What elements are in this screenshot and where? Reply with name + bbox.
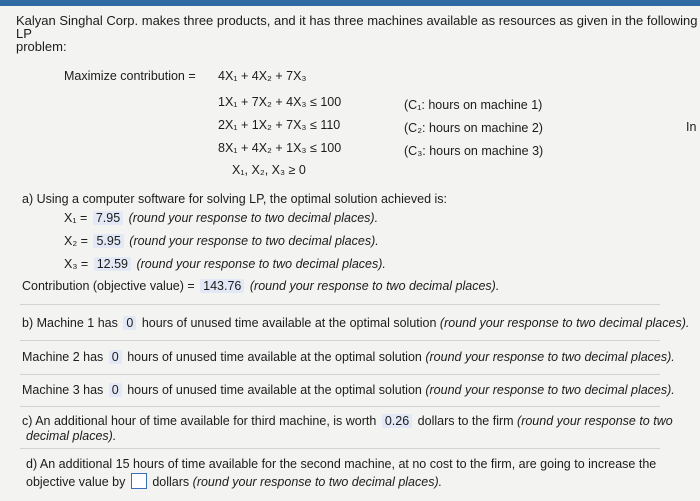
- divider: [20, 304, 660, 305]
- contribution-hint: (round your response to two decimal places).: [249, 279, 500, 293]
- machine-3-row: [22, 383, 675, 397]
- objective-expression: 4X₁ + 4X₂ + 7X₃: [218, 69, 307, 83]
- machine-2-row: [22, 350, 675, 364]
- intro-line-2: LP: [16, 26, 32, 41]
- machine-1-answer[interactable]: 0: [123, 316, 136, 330]
- machine-1-pre: b) Machine 1 has: [22, 316, 118, 330]
- constraint-2-expression: 2X₁ + 1X₂ + 7X₃ ≤ 110: [218, 118, 341, 132]
- part-c-hint-2: decimal places).: [26, 429, 117, 443]
- constraint-2-note: (C₂: hours on machine 2): [404, 121, 543, 135]
- x1-label: X₁ =: [64, 211, 88, 225]
- cutoff-text: In: [686, 120, 697, 134]
- constraint-3-expression: 8X₁ + 4X₂ + 1X₃ ≤ 100: [218, 141, 342, 155]
- divider: [20, 448, 660, 449]
- machine-2-pre: Machine 2 has: [22, 350, 104, 364]
- machine-2-answer[interactable]: 0: [109, 350, 122, 364]
- x3-row: [64, 257, 386, 271]
- part-d-hint: (round your response to two decimal places).: [192, 475, 443, 489]
- constraint-1-note: (C₁: hours on machine 1): [404, 98, 543, 112]
- problem-intro: [16, 14, 697, 53]
- intro-line-1: Kalyan Singhal Corp. makes three products, and it has three machines available as resources as given in the following: [16, 13, 698, 28]
- objective-label: Maximize contribution =: [64, 69, 196, 83]
- x1-answer[interactable]: 7.95: [93, 211, 123, 225]
- x2-hint: (round your response to two decimal places).: [129, 234, 379, 248]
- x3-hint: (round your response to two decimal places).: [136, 257, 386, 271]
- x1-hint: (round your response to two decimal places).: [128, 211, 379, 225]
- part-d-row: [26, 473, 442, 489]
- part-d-post: dollars: [152, 475, 190, 489]
- divider: [20, 406, 660, 407]
- x2-label: X₂ =: [64, 234, 88, 248]
- machine-1-row: [22, 316, 689, 330]
- intro-line-3: problem:: [16, 39, 67, 54]
- x2-answer[interactable]: 5.95: [93, 234, 123, 248]
- x3-answer[interactable]: 12.59: [94, 257, 131, 271]
- machine-3-answer[interactable]: 0: [109, 383, 122, 397]
- contribution-row: [22, 279, 499, 293]
- constraint-1-expression: 1X₁ + 7X₂ + 4X₃ ≤ 100: [218, 95, 342, 109]
- constraint-3-note: (C₃: hours on machine 3): [404, 144, 544, 158]
- part-a-prompt: a) Using a computer software for solving LP, the optimal solution achieved is:: [22, 192, 447, 206]
- divider: [20, 374, 660, 375]
- part-c-row: [22, 414, 673, 428]
- machine-3-pre: Machine 3 has: [22, 383, 104, 397]
- x1-row: [64, 211, 378, 225]
- machine-1-post: hours of unused time available at the optimal solution: [141, 316, 437, 330]
- x2-row: [64, 234, 379, 248]
- contribution-label: Contribution (objective value) =: [22, 279, 195, 293]
- part-c-answer[interactable]: 0.26: [382, 414, 412, 428]
- machine-1-hint: (round your response to two decimal places).: [439, 316, 690, 330]
- contribution-answer[interactable]: 143.76: [200, 279, 244, 293]
- part-c-pre: c) An additional hour of time available for third machine, is worth: [22, 414, 377, 428]
- machine-3-post: hours of unused time available at the optimal solution: [127, 383, 422, 397]
- x3-label: X₃ =: [64, 257, 89, 271]
- machine-3-hint: (round your response to two decimal places).: [425, 383, 675, 397]
- part-d-answer-input[interactable]: [131, 473, 147, 489]
- machine-2-post: hours of unused time available at the optimal solution: [127, 350, 422, 364]
- part-c-hint-1: (round your response to two: [517, 414, 673, 428]
- part-d-line-1: d) An additional 15 hours of time available for the second machine, at no cost to the firm, are going to increase the: [26, 457, 657, 471]
- top-accent-bar: [0, 0, 700, 6]
- nonnegativity-constraint: X₁, X₂, X₃ ≥ 0: [232, 163, 306, 177]
- part-c-post: dollars to the firm: [417, 414, 514, 428]
- part-d-pre: objective value by: [26, 475, 126, 489]
- divider: [20, 340, 660, 341]
- machine-2-hint: (round your response to two decimal places).: [425, 350, 675, 364]
